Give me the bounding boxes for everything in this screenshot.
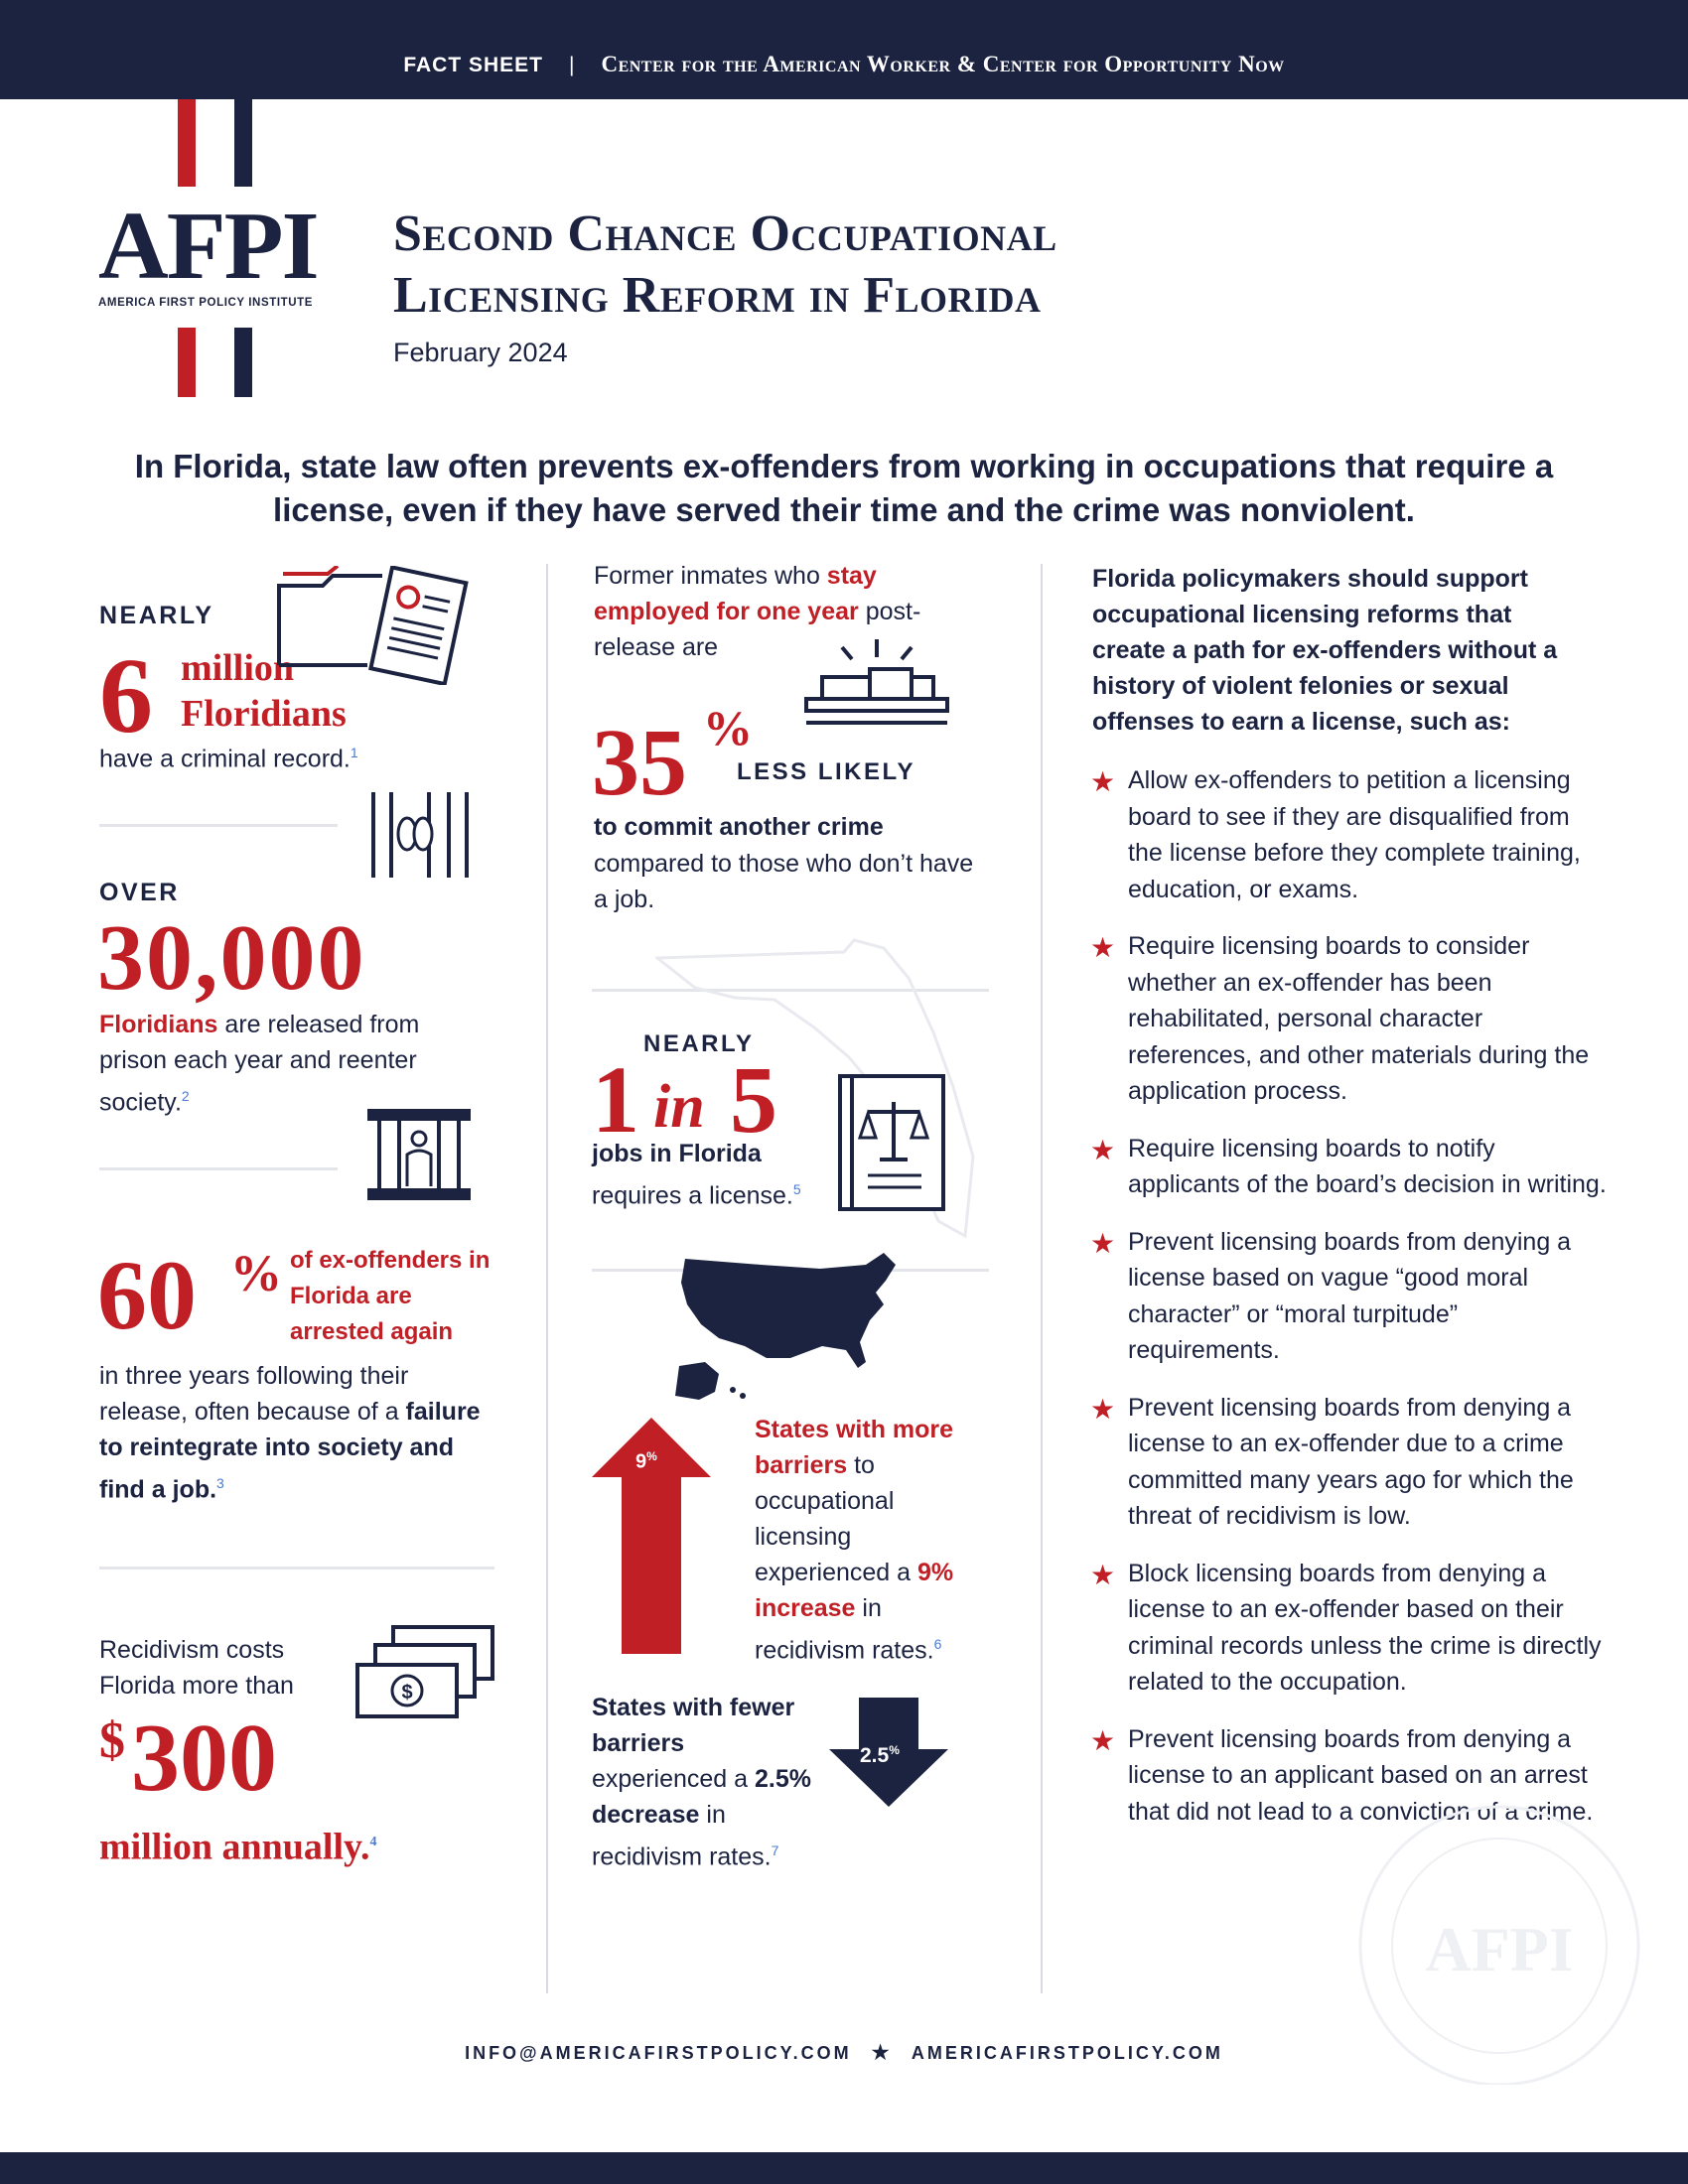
list-item-text: Prevent licensing boards from denying a license to an ex-offender due to a crime committed many years ago for which the threat of recidivism is low. xyxy=(1128,1393,1574,1530)
column-divider-2 xyxy=(1041,564,1043,1993)
criminal-record-folder-icon xyxy=(273,566,482,685)
list-item xyxy=(1090,1390,1607,1535)
footnote-link-3[interactable]: 3 xyxy=(216,1475,224,1491)
title-line-2: Licensing Reform in Florida xyxy=(393,267,1042,324)
fewer-barriers-bold: States with fewer barriers xyxy=(592,1694,795,1757)
list-item-text: Block licensing boards from denying a license to an ex-offender based on their criminal records unless the crime is directly related to the occupation. xyxy=(1128,1559,1602,1696)
stat-60-emph: of ex-offenders in Florida are arrested again xyxy=(290,1247,491,1345)
divider xyxy=(99,1167,338,1170)
divider xyxy=(99,824,338,827)
stat-1in5-word: in xyxy=(653,1073,705,1141)
stat-1in5-caption: requires a license. xyxy=(592,1181,793,1210)
svg-text:AFPI: AFPI xyxy=(1425,1914,1574,1984)
centers-label: Center for the American Worker & Center for Opportunity Now xyxy=(601,52,1285,76)
svg-text:$: $ xyxy=(401,1682,413,1704)
stat-30k-emph: Floridians xyxy=(99,1011,218,1038)
list-item-text: Allow ex-offenders to petition a licensing board to see if they are disqualified from the license before they complete training, education, or exams. xyxy=(1128,766,1581,903)
footer-website-link[interactable]: AMERICAFIRSTPOLICY.COM xyxy=(911,2043,1223,2063)
svg-text:AMERICA FIRST POLICY INSTITUTE: AMERICA FIRST POLICY INSTITUTE xyxy=(98,297,314,309)
stat-35-unit: % xyxy=(703,700,753,755)
stat-1in5-text xyxy=(592,1171,801,1213)
stat-6m-unit-2: Floridians xyxy=(181,693,347,735)
footnote-link-1[interactable]: 1 xyxy=(350,745,358,760)
column-divider-1 xyxy=(546,564,548,1993)
fewer-barriers-caption-1: experienced a xyxy=(592,1765,756,1793)
more-barriers-caption-1: to occupational licensing experienced a xyxy=(755,1451,918,1586)
stat-cost-unit xyxy=(99,1821,376,1869)
prison-cell-icon xyxy=(365,1107,473,1201)
increase-arrow-unit: % xyxy=(646,1449,657,1463)
publication-date: February 2024 xyxy=(393,338,568,367)
stat-1in5-prefix: NEARLY xyxy=(643,1030,755,1057)
policy-intro: Florida policymakers should support occupational licensing reforms that create a path for ex-offenders without a history of violent felonies or sexual offenses to earn a license, such as: xyxy=(1092,565,1558,736)
list-item-text: Prevent licensing boards from denying a license to an applicant based on an arrest that did not lead to a conviction of a crime. xyxy=(1128,1724,1594,1826)
stat-cost-unit-text: million annually. xyxy=(99,1826,370,1868)
list-item xyxy=(1090,1224,1607,1369)
footnote-link-7[interactable]: 7 xyxy=(771,1843,779,1858)
star-icon: ★ xyxy=(1090,1134,1116,1165)
stat-6m-unit-1: million xyxy=(181,647,295,689)
stat-1in5-number-a: 1 xyxy=(592,1046,639,1153)
stat-30k-number: 30,000 xyxy=(97,906,366,1010)
list-item xyxy=(1090,1131,1607,1203)
page-title xyxy=(393,204,1057,327)
star-icon: ★ xyxy=(1090,766,1116,797)
increase-arrow-value: 9 xyxy=(635,1450,647,1473)
stat-35-number: 35 xyxy=(592,709,687,815)
stat-35-bold: to commit another crime xyxy=(594,813,884,841)
fewer-barriers-text xyxy=(592,1690,820,1874)
stat-60-bold: failure to reintegrate into society and find a job. xyxy=(99,1398,481,1504)
footnote-link-5[interactable]: 5 xyxy=(792,1181,801,1197)
decrease-arrow-unit: % xyxy=(889,1743,900,1757)
stat-1in5-bold: jobs in Florida xyxy=(592,1140,762,1167)
fewer-barriers-caption-2: in recidivism rates. xyxy=(592,1801,772,1871)
stat-30k-text xyxy=(99,1007,457,1120)
stat-60-caption: in three years following their release, often because of a xyxy=(99,1362,409,1426)
stat-employed-emph: stay employed for one year xyxy=(594,562,877,625)
stat-cost-number: 300 xyxy=(131,1705,277,1812)
footnote-link-4[interactable]: 4 xyxy=(369,1835,377,1849)
stat-60-unit: % xyxy=(230,1246,282,1302)
stat-cost-text: Recidivism costs Florida more than xyxy=(99,1636,294,1700)
star-icon: ★ xyxy=(1090,932,1116,963)
stat-6m-prefix: NEARLY xyxy=(99,602,214,629)
more-barriers-caption-2: in recidivism rates. xyxy=(755,1594,934,1665)
star-icon: ★ xyxy=(1090,1227,1116,1259)
stat-60-number: 60 xyxy=(97,1240,197,1350)
footnote-link-6[interactable]: 6 xyxy=(933,1636,942,1652)
stat-30k-caption: are released from prison each year and reenter society. xyxy=(99,1011,420,1117)
stat-6m-number: 6 xyxy=(99,637,153,755)
star-icon: ★ xyxy=(1090,1393,1116,1425)
jail-bars-hands-icon xyxy=(367,792,477,880)
footer-contact xyxy=(0,2040,1688,2065)
list-item-text: Require licensing boards to consider whether an ex-offender has been rehabilitated, personal character references, and other materials during the application process. xyxy=(1128,932,1590,1105)
decrease-arrow-label xyxy=(860,1743,900,1768)
law-book-scales-icon xyxy=(836,1072,947,1213)
list-item xyxy=(1090,762,1607,907)
top-banner-text xyxy=(0,52,1688,77)
decrease-arrow-value: 2.5 xyxy=(860,1744,890,1767)
us-map-icon xyxy=(671,1251,904,1402)
list-item-text: Require licensing boards to notify applicants of the board’s decision in writing. xyxy=(1128,1134,1607,1198)
stat-35-label: LESS LIKELY xyxy=(737,758,915,785)
footnote-link-2[interactable]: 2 xyxy=(181,1088,190,1104)
stat-employed-caption-1: Former inmates who xyxy=(594,562,827,590)
star-icon: ★ xyxy=(1090,1559,1116,1590)
stat-60-text xyxy=(99,1358,496,1507)
star-icon: ★ xyxy=(871,2042,893,2064)
footer-email-link[interactable]: INFO@AMERICAFIRSTPOLICY.COM xyxy=(465,2043,852,2063)
title-line-1: Second Chance Occupational xyxy=(393,205,1057,262)
policy-recommendations-list xyxy=(1090,762,1607,1850)
star-icon: ★ xyxy=(1090,1724,1116,1756)
stat-1in5-number-b: 5 xyxy=(730,1046,777,1153)
stat-30k-prefix: OVER xyxy=(99,879,180,906)
money-bills-icon xyxy=(353,1623,497,1722)
bottom-banner xyxy=(0,2152,1688,2184)
stat-employed-caption-2: post-release are xyxy=(594,598,921,661)
more-barriers-emph-2: 9% increase xyxy=(755,1559,954,1622)
list-item-text: Prevent licensing boards from denying a license based on vague “good moral character” or “moral turpitude” requirements. xyxy=(1128,1227,1572,1364)
stat-cost-currency: $ xyxy=(99,1712,125,1769)
lede-text: In Florida, state law often prevents ex-offenders from working in occupations that require a license, even if they have served their time and the crime was nonviolent. xyxy=(134,448,1554,528)
fewer-barriers-bold-2: 2.5% decrease xyxy=(592,1765,811,1829)
list-item xyxy=(1090,1556,1607,1701)
desk-laptop-icon xyxy=(802,635,951,727)
stat-35-text: compared to those who don’t have a job. xyxy=(594,850,974,913)
header-separator: | xyxy=(569,54,576,76)
more-barriers-text xyxy=(755,1412,973,1668)
stat-6m-text xyxy=(99,735,358,776)
fact-sheet-label: FACT SHEET xyxy=(403,54,543,76)
divider xyxy=(99,1567,494,1570)
afpi-logo-text: AFPI xyxy=(98,193,318,300)
afpi-logo xyxy=(94,99,352,397)
list-item xyxy=(1090,928,1607,1110)
stat-6m-caption: have a criminal record. xyxy=(99,745,351,773)
top-banner xyxy=(0,0,1688,99)
more-barriers-emph: States with more barriers xyxy=(755,1416,954,1479)
increase-arrow-label xyxy=(635,1449,657,1474)
